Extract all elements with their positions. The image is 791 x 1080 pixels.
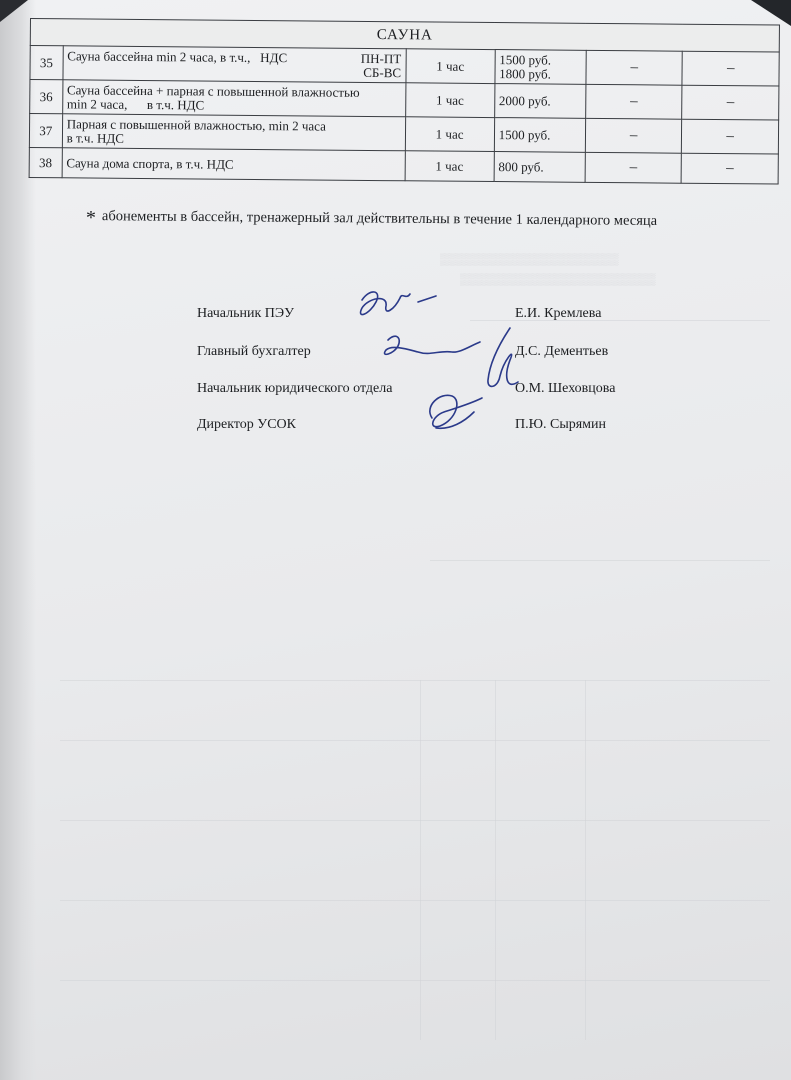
price-cell: 1500 руб. bbox=[494, 118, 586, 153]
service-name: Парная с повышенной влажностью, min 2 часа bbox=[66, 115, 326, 134]
service-name: Сауна бассейна min 2 часа, в т.ч., bbox=[67, 47, 251, 65]
vat-label: НДС bbox=[260, 49, 288, 65]
row-number: 35 bbox=[30, 46, 63, 80]
show-through-line bbox=[60, 740, 770, 741]
signatory-role: Начальник юридического отдела bbox=[197, 381, 393, 396]
signature-dementyev bbox=[385, 336, 480, 354]
signatory-role: Директор УСОК bbox=[197, 417, 297, 432]
empty-cell: – bbox=[682, 153, 779, 184]
show-through-line bbox=[420, 680, 421, 1040]
price-cell: 800 руб. bbox=[494, 152, 586, 183]
service-description bbox=[62, 114, 405, 151]
service-name-line2: min 2 часа, в т.ч. НДС bbox=[66, 95, 205, 113]
background-corner bbox=[751, 0, 791, 26]
signatory-name: О.М. Шеховцова bbox=[515, 381, 616, 396]
empty-cell: – bbox=[682, 51, 779, 86]
background-corner bbox=[0, 0, 28, 22]
price-weekday: 1500 руб. bbox=[499, 51, 552, 68]
price-table bbox=[29, 18, 780, 185]
table-row bbox=[29, 147, 778, 184]
signatory-name: Е.И. Кремлева bbox=[515, 306, 602, 321]
empty-cell: – bbox=[585, 152, 682, 183]
footnote bbox=[86, 207, 657, 235]
show-through-line bbox=[585, 680, 586, 1040]
service-name-line2: в т.ч. НДС bbox=[66, 129, 124, 146]
days-weekend: СБ-ВС bbox=[363, 64, 402, 80]
footnote-asterisk: * bbox=[85, 207, 96, 230]
service-name: Сауна дома спорта, в т.ч. НДС bbox=[62, 148, 405, 181]
signature-kremleva bbox=[361, 292, 436, 315]
signature-syryamin bbox=[430, 395, 482, 428]
unit-cell: 1 час bbox=[405, 151, 494, 182]
show-through-line bbox=[60, 900, 770, 901]
show-through-line bbox=[430, 560, 770, 561]
empty-cell: – bbox=[585, 118, 682, 153]
service-description bbox=[63, 46, 406, 83]
signatory-role: Начальник ПЭУ bbox=[197, 306, 295, 321]
section-title: САУНА bbox=[30, 19, 779, 53]
empty-cell: – bbox=[586, 84, 683, 119]
show-through-line bbox=[60, 680, 770, 681]
service-name: Сауна бассейна + парная с повышенной влажностью bbox=[66, 81, 360, 100]
unit-cell: 1 час bbox=[405, 83, 494, 118]
signature-shekhovtsova bbox=[488, 328, 518, 386]
show-through-line bbox=[60, 820, 770, 821]
days-weekday: ПН-ПТ bbox=[360, 50, 402, 66]
footnote-text: абонементы в бассейн, тренажерный зал действительны в течение 1 календарного месяца bbox=[101, 208, 658, 229]
price-cell: 2000 руб. bbox=[494, 84, 586, 119]
show-through-line bbox=[60, 980, 770, 981]
empty-cell: – bbox=[682, 85, 779, 120]
show-through-line bbox=[495, 680, 496, 1040]
handwritten-signatures bbox=[340, 280, 540, 450]
row-number: 36 bbox=[30, 80, 63, 114]
show-through-text: ▒▒▒▒▒▒▒▒▒▒▒▒▒▒▒▒▒▒▒▒▒ bbox=[440, 252, 619, 266]
service-description bbox=[62, 80, 405, 117]
show-through-text: ▒▒▒▒▒▒▒▒▒▒▒▒▒▒▒▒▒▒▒▒▒▒▒ bbox=[460, 272, 656, 286]
signatory-role: Главный бухгалтер bbox=[197, 344, 311, 359]
signatory-name: П.Ю. Сырямин bbox=[515, 417, 607, 432]
unit-cell: 1 час bbox=[406, 49, 495, 84]
empty-cell: – bbox=[682, 119, 779, 154]
price-weekend: 1800 руб. bbox=[499, 65, 552, 82]
empty-cell: – bbox=[586, 50, 683, 85]
row-number: 38 bbox=[29, 147, 62, 177]
signatory-name: Д.С. Дементьев bbox=[515, 344, 609, 359]
row-number: 37 bbox=[29, 114, 62, 148]
unit-cell: 1 час bbox=[405, 117, 494, 152]
price-cell bbox=[495, 50, 587, 85]
